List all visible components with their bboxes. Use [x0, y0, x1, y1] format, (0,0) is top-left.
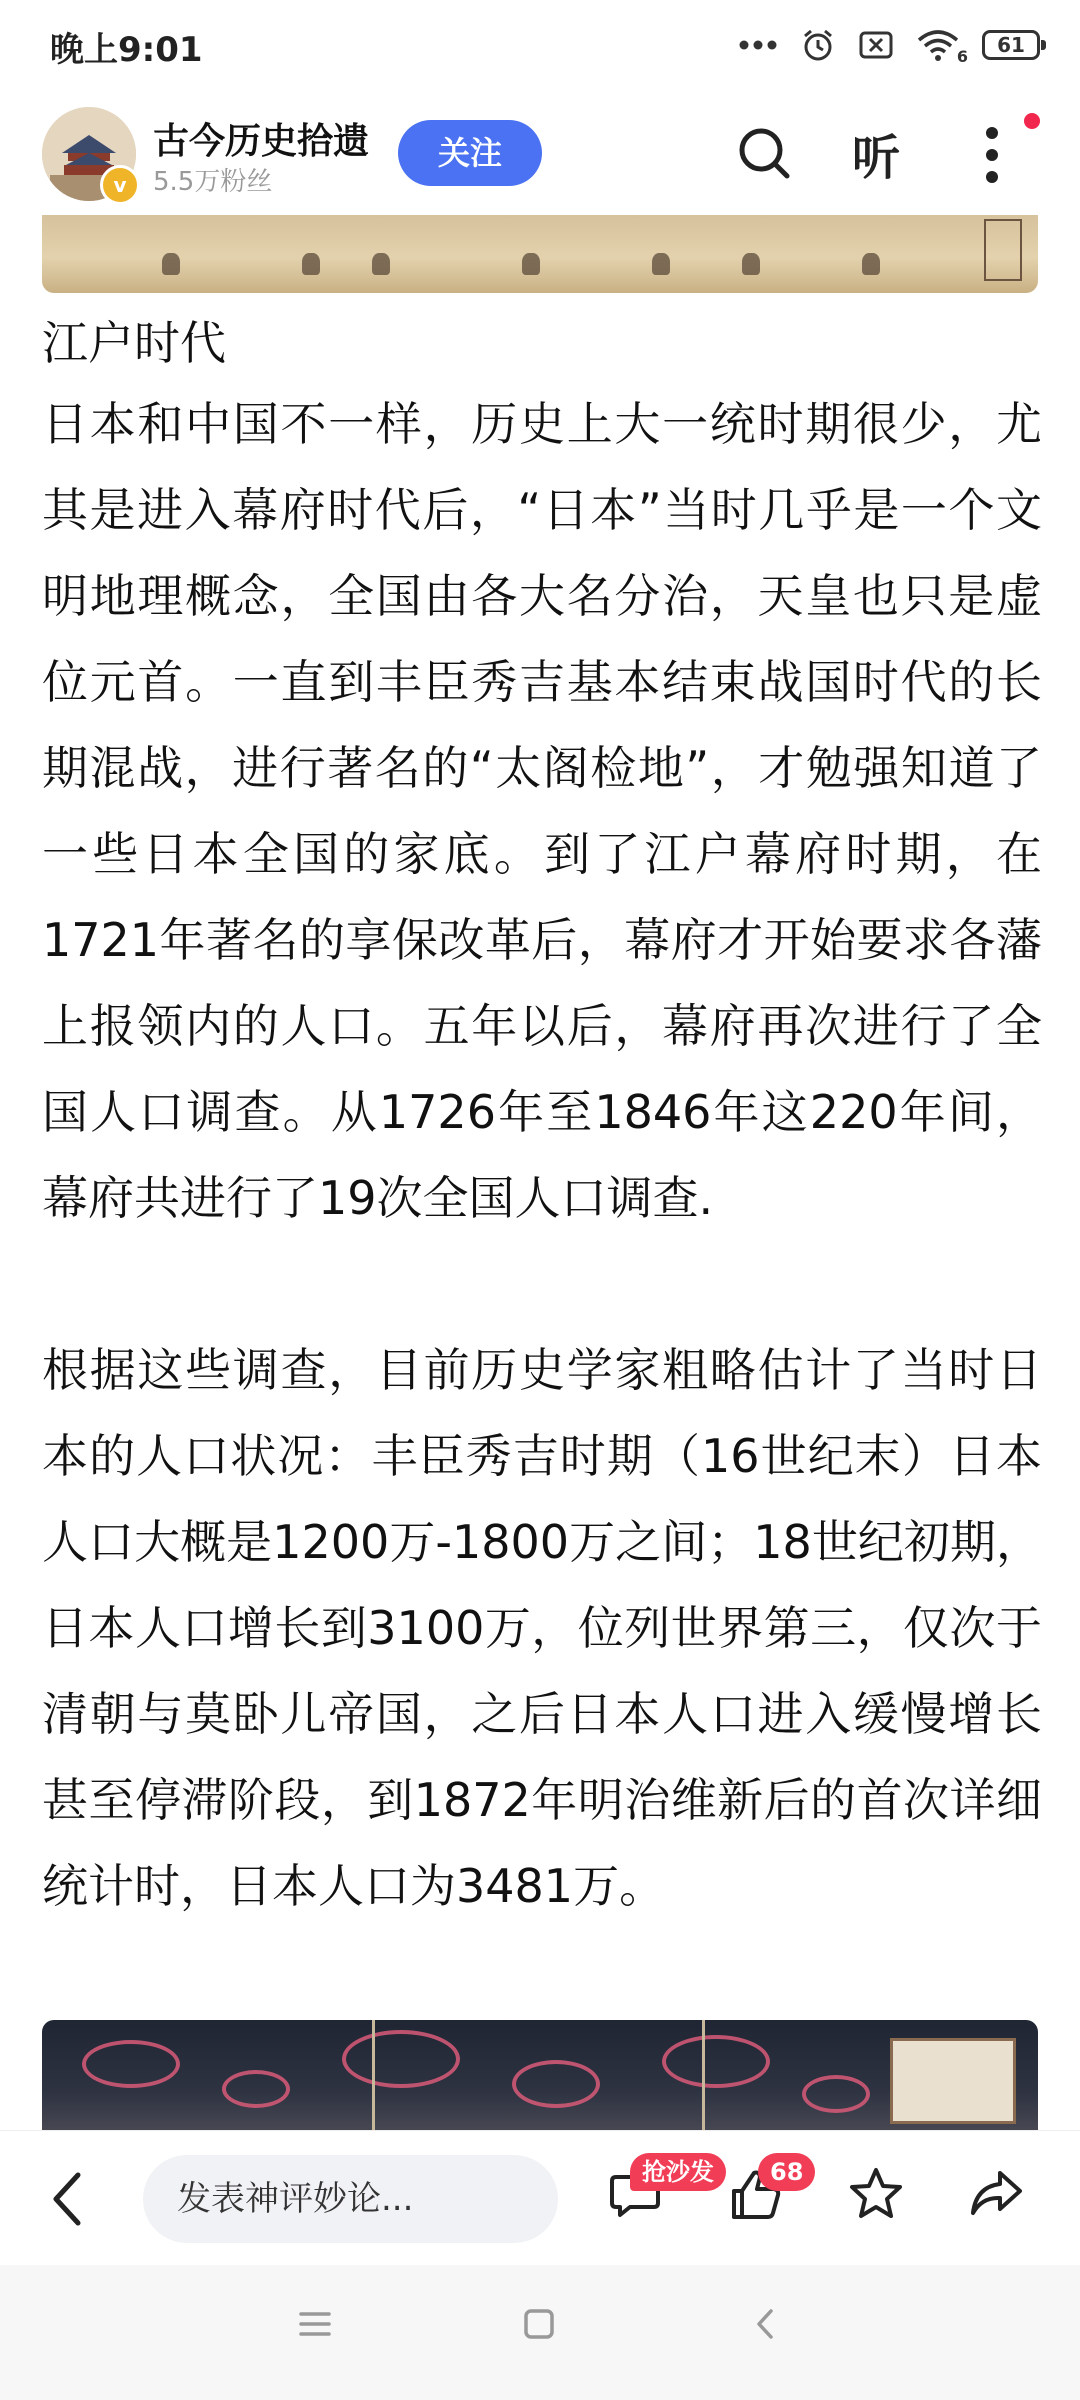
more-options-button[interactable] [982, 125, 1002, 189]
home-button[interactable] [522, 2307, 556, 2345]
status-time: 晚上9:01 [50, 30, 203, 70]
author-name[interactable]: 古今历史拾遗 [153, 121, 370, 162]
notification-dot [1024, 113, 1040, 129]
alarm-icon [800, 27, 836, 63]
sim-off-icon [858, 29, 894, 61]
chevron-left-icon [48, 2167, 88, 2231]
wifi-indicator [916, 28, 968, 66]
system-back-button[interactable] [752, 2307, 778, 2345]
bottom-action-bar [0, 2130, 1080, 2266]
square-icon [522, 2307, 556, 2341]
status-icons [738, 22, 1040, 68]
wifi-label: 6 [956, 47, 968, 66]
article-image-top[interactable] [42, 215, 1038, 293]
back-button[interactable] [48, 2167, 88, 2235]
article-header [0, 95, 1080, 215]
favorite-button[interactable] [846, 2165, 906, 2227]
comment-input[interactable]: 发表神评妙论... [143, 2155, 558, 2243]
article-image-bottom[interactable] [42, 2020, 1038, 2130]
wifi-icon [916, 28, 960, 62]
verified-badge: v [100, 165, 140, 205]
chevron-left-icon [752, 2307, 778, 2341]
section-title: 江户时代 [42, 316, 226, 370]
search-icon [736, 125, 792, 181]
menu-lines-icon [298, 2307, 332, 2341]
author-fans-count: 5.5万粉丝 [153, 167, 273, 197]
paragraph: 日本和中国不一样，历史上大一统时期很少，尤其是进入幕府时代后，“日本”当时几乎是一个文明地理概念，全国由各大名分治，天皇也只是虚位元首。一直到丰臣秀吉基本结束战国时代的长期混战，进行著名的“太阁检地”，才勉强知道了一些日本全国的家底。到了江户幕府时期，在1721年著名的享保改革后，幕府才开始要求各藩上报领内的人口。五年以后，幕府再次进行了全国人口调查。从1726年至1846年这220年间，幕府共进行了19次全国人口调查. [42, 397, 1042, 1225]
listen-button[interactable]: 听 [852, 130, 901, 186]
battery-icon: 61 [982, 30, 1040, 60]
star-icon [846, 2165, 906, 2223]
follow-button[interactable]: 关注 [398, 120, 542, 186]
system-navigation-bar [0, 2265, 1080, 2400]
like-count-badge: 68 [758, 2153, 815, 2191]
share-button[interactable] [966, 2165, 1026, 2227]
status-bar [0, 0, 1080, 90]
share-icon [966, 2165, 1026, 2223]
more-dots-icon [738, 39, 778, 51]
search-button[interactable] [736, 125, 792, 185]
vertical-dots-icon [982, 125, 1002, 185]
paragraph: 根据这些调查，目前历史学家粗略估计了当时日本的人口状况：丰臣秀吉时期（16世纪末）日本人口大概是1200万-1800万之间；18世纪初期，日本人口增长到3100万，位列世界第三，仅次于清朝与莫卧儿帝国，之后日本人口进入缓慢增长甚至停滞阶段，到1872年明治维新后的首次详细统计时，日本人口为3481万。 [42, 1343, 1042, 1913]
sofa-badge: 抢沙发 [630, 2153, 726, 2191]
recents-button[interactable] [298, 2307, 332, 2345]
article-content[interactable] [0, 215, 1080, 2130]
